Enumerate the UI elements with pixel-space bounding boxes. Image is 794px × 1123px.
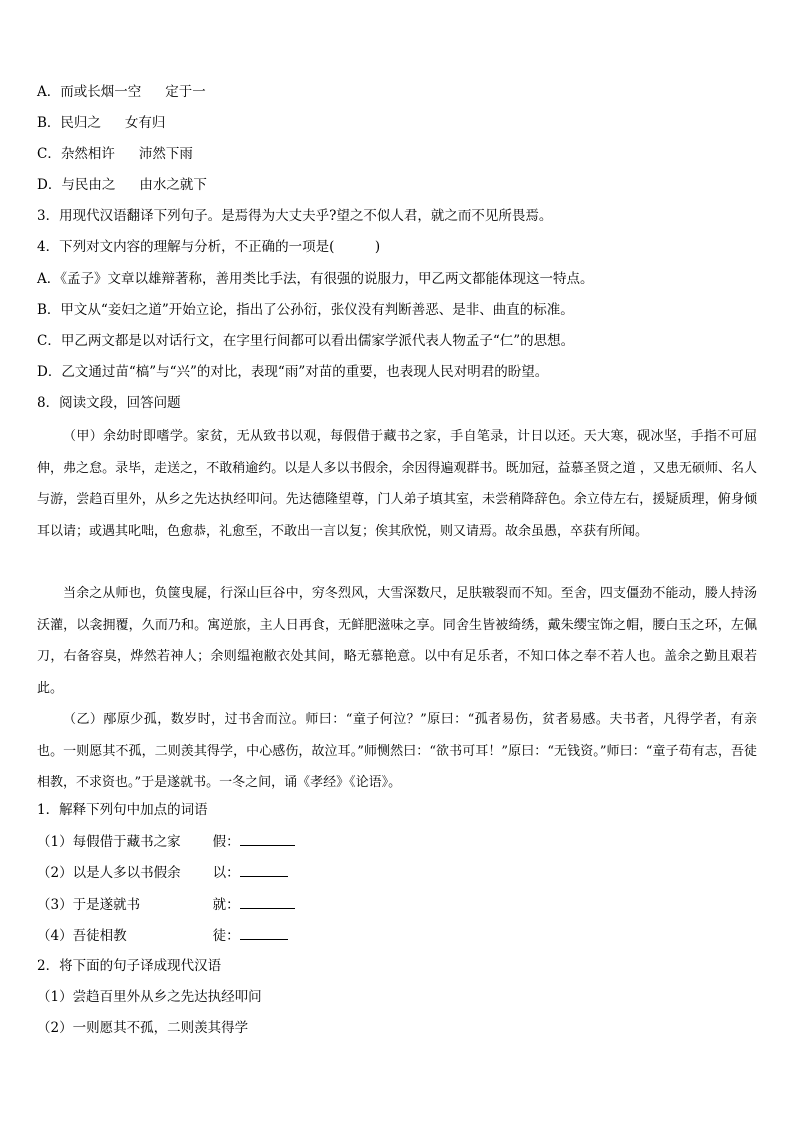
item-number: （1） [37,834,73,850]
passage-paragraph-3: （乙）邴原少孤，数岁时，过书舍而泣。师曰：“童子何泣？”原曰：“孤者易伤，贫者易感。夫书者，凡得学者，有亲也。一则愿其不孤，二则羡其得学，中心感伤，故泣耳。”师恻然曰：“欲书可耳！”原曰：“无钱资。”师曰：“童子苟有志，吾徒相教，不求资也。”于是遂就书。一冬之间，诵《孝经》《论语》。 [37,712,757,790]
option-d [37,175,757,195]
item-phrase: 每假借于藏书之家 [72,834,181,850]
question-8-stem: 8．阅读文段，回答问题 [37,395,181,411]
item-phrase: 以是人多以书假余 [72,865,181,881]
item-word: 就： [212,897,240,913]
answer-blank[interactable] [240,894,295,909]
option-left: 与民由之 [61,177,116,193]
question-4-stem: 4．下列对文内容的理解与分析，不正确的一项是( ) [37,239,381,255]
option-left: 杂然相许 [60,146,115,162]
question-4-option-a: A．《孟子》文章以雄辩著称，善用类比手法，有很强的说服力，甲乙两文都能体现这一特点。 [37,271,594,287]
item-phrase: 于是遂就书 [72,897,141,913]
question-4-option-d: D．乙文通过苗“槁”与“兴”的对比，表现“雨”对苗的重要，也表现人民对明君的盼望。 [37,364,549,380]
vocab-item [37,925,757,946]
sub-question-2-stem: 2．将下面的句子译成现代汉语 [37,958,222,974]
translate-item-2: （2）一则愿其不孤，二则羡其得学 [37,1020,249,1036]
option-right: 由水之就下 [139,177,207,193]
option-right: 定于一 [165,84,206,100]
item-number: （4） [37,928,73,944]
item-word: 假： [212,834,240,850]
option-left: 民归之 [60,115,101,131]
translate-item-1: （1）尝趋百里外从乡之先达执经叩问 [37,989,262,1005]
item-phrase: 吾徒相教 [72,928,127,944]
vocab-item [37,862,757,883]
item-number: （2） [37,865,73,881]
answer-blank[interactable] [240,831,295,846]
vocab-item [37,894,757,915]
passage-paragraph-2: 当余之从师也，负箧曳屣，行深山巨谷中，穷冬烈风，大雪深数尺，足肤皲裂而不知。至舍，四支僵劲不能动，媵人持汤沃灌，以衾拥覆，久而乃和。寓逆旅，主人日再食，无鲜肥滋味之享。同舍生皆被绮绣，戴朱缨宝饰之帽，腰白玉之环，左佩刀，右备容臭，烨然若神人；余则缊袍敝衣处其间，略无慕艳意。以中有足乐者，不知口体之奉不若人也。盖余之勤且艰若此。 [37,586,757,696]
answer-blank[interactable] [240,925,288,940]
option-label: A． [37,84,61,100]
item-number: （3） [37,897,73,913]
option-right: 沛然下雨 [138,146,193,162]
sub-question-1-stem: 1．解释下列句中加点的词语 [37,802,208,818]
answer-blank[interactable] [240,862,288,877]
option-left: 而或长烟一空 [60,84,142,100]
option-right: 女有归 [124,115,166,131]
passage-paragraph-1: （甲）余幼时即嗜学。家贫，无从致书以观，每假借于藏书之家，手自笔录，计日以还。天大寒，砚冰坚，手指不可屈伸，弗之怠。录毕，走送之，不敢稍逾约。以是人多以书假余，余因得遍观群书。既加冠，益慕圣贤之道 ，又患无硕师、名人与游，尝趋百里外，从乡之先达执经叩问。先达德隆望尊，门人弟子填其室，未尝稍降辞色。余立侍左右，援疑质理，俯身倾耳以请；或遇其叱咄，色愈恭，礼愈至，不敢出一言以复；俟其欣悦，则又请焉。故余虽愚，卒获有所闻。 [37,429,757,539]
option-b [37,113,757,133]
option-label: B． [37,115,61,131]
option-label: D． [37,177,62,193]
item-word: 徒： [212,928,240,944]
item-word: 以： [212,865,240,881]
option-c [37,144,757,164]
vocab-item [37,831,757,852]
question-3: 3．用现代汉语翻译下列句子。是焉得为大丈夫乎?望之不似人君，就之而不见所畏焉。 [37,208,553,224]
question-4-option-c: C．甲乙两文都是以对话行文，在字里行间都可以看出儒家学派代表人物孟子“仁”的思想。 [37,333,575,349]
question-4-option-b: B．甲文从“妾妇之道”开始立论，指出了公孙衍，张仪没有判断善恶、是非、曲直的标准。 [37,302,574,318]
option-label: C． [37,146,61,162]
option-a [37,82,757,102]
